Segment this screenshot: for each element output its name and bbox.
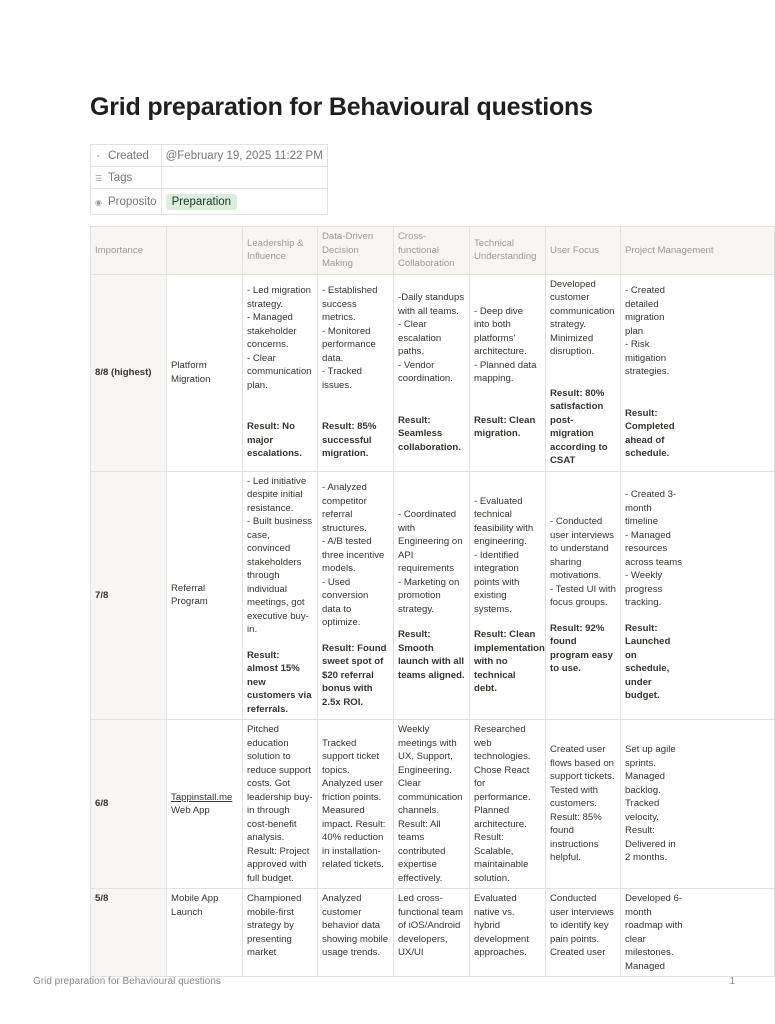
header-row [91, 227, 775, 275]
project-cell: Mobile App Launch [167, 889, 243, 977]
pm-cell: Developed 6-month roadmap with clear milestones. Managed [621, 889, 775, 977]
importance-cell: 5/8 [91, 889, 167, 977]
header-cross-functional: Cross-functional Collaboration [394, 227, 470, 275]
data-cell: - Established success metrics. - Monitored performance data. - Tracked issues. Result: 85% successful migration. [318, 274, 394, 471]
tech-result: Result: Clean implementation with no technical debt. [474, 629, 545, 695]
behavioural-grid-table [90, 226, 775, 977]
tags-value[interactable] [161, 167, 327, 189]
cross-result: Result: Seamless collaboration. [398, 414, 461, 453]
created-label: Created [108, 149, 149, 162]
project-cell: Tappinstall.me Web App [167, 720, 243, 889]
leadership-cell: - Led migration strategy. - Managed stakeholder concerns. - Clear communication plan. Result: No major escalations. [243, 274, 318, 471]
tech-cell: Researched web technologies. Chose React for performance. Planned architecture. Result: Scalable, maintainable solution. [470, 720, 546, 889]
properties-table [90, 144, 328, 215]
tech-cell: - Deep dive into both platforms' architecture. - Planned data mapping. Result: Clean migration. [470, 274, 546, 471]
purpose-badge[interactable]: Preparation [166, 194, 237, 210]
cross-cell: Weekly meetings with UX, Support, Engineering. Clear communication channels. Result: All teams contributed expertise effectively. [394, 720, 470, 889]
header-technical: Technical Understanding [470, 227, 546, 275]
header-importance: Importance [91, 227, 167, 275]
leadership-cell: Pitched education solution to reduce support costs. Got leadership buy-in through cost-benefit analysis. Result: Project approved with full budget. [243, 720, 318, 889]
grid-table-container [90, 226, 714, 972]
property-created [91, 145, 328, 167]
tags-label: Tags [108, 171, 133, 184]
data-cell: Analyzed customer behavior data showing mobile usage trends. [318, 889, 394, 977]
property-tags [91, 167, 328, 189]
list-icon: ☰ [95, 173, 103, 183]
cross-cell: Led cross-functional team of iOS/Android developers, UX/UI [394, 889, 470, 977]
user-cell: Conducted user interviews to identify key pain points. Created user [546, 889, 621, 977]
project-cell: Platform Migration [167, 274, 243, 471]
table-row [91, 274, 775, 471]
leadership-result: Result: No major escalations. [247, 421, 302, 460]
header-project-management: Project Management [621, 227, 775, 275]
page-number: 1 [729, 976, 735, 987]
header-data-driven: Data-Driven Decision Making [318, 227, 394, 275]
pm-cell: - Created 3-month timeline - Managed resources across teams - Weekly progress tracking. Result: Launched on schedule, under budget. [621, 471, 775, 720]
pm-result: Result: Launched on schedule, under budget. [625, 622, 671, 701]
leadership-cell: - Led initiative despite initial resistance. - Built business case, convinced stakeholders through individual meetings, got executive buy-in. Result: almost 15% new customers via referrals. [243, 471, 318, 720]
header-user-focus: User Focus [546, 227, 621, 275]
footer-title: Grid preparation for Behavioural questions [33, 976, 221, 987]
user-result: Result: 80% satisfaction post-migration according to CSAT [550, 387, 608, 466]
table-row [91, 889, 775, 977]
purpose-label: Proposito [108, 195, 157, 208]
data-result: Result: 85% successful migration. [322, 421, 377, 460]
clock-icon: ◔ [95, 151, 100, 161]
header-leadership: Leadership & Influence [243, 227, 318, 275]
project-cell: Referral Program [167, 471, 243, 720]
pm-result: Result: Completed ahead of schedule. [625, 407, 675, 460]
project-link[interactable]: Tappinstall.me [171, 791, 233, 803]
table-row [91, 471, 775, 720]
table-row [91, 720, 775, 889]
pm-cell: Set up agile sprints. Managed backlog. Tracked velocity. Result: Delivered in 2 months. [621, 720, 775, 889]
importance-cell: 6/8 [91, 720, 167, 889]
user-result: Result: 92% found program easy to use. [550, 622, 613, 674]
user-cell: Developed customer communication strategy. Minimized disruption. Result: 80% satisfaction post-migration according to CSAT [546, 274, 621, 471]
property-purpose [91, 189, 328, 215]
cross-result: Result: Smooth launch with all teams aligned. [398, 629, 465, 681]
page-title: Grid preparation for Behavioural questions [90, 93, 593, 121]
leadership-cell: Championed mobile-first strategy by presenting market [243, 889, 318, 977]
leadership-result: Result: almost 15% new customers via referrals. [247, 649, 312, 715]
data-result: Result: Found sweet spot of $20 referral bonus with 2.5x ROI. [322, 642, 387, 708]
cross-cell: - Coordinated with Engineering on API requirements - Marketing on promotion strategy. Result: Smooth launch with all teams aligned. [394, 471, 470, 720]
importance-cell: 7/8 [91, 471, 167, 720]
header-project [167, 227, 243, 275]
importance-cell: 8/8 (highest) [91, 274, 167, 471]
select-icon: ◉ [95, 197, 102, 207]
tech-cell: Evaluated native vs. hybrid development approaches. [470, 889, 546, 977]
tech-result: Result: Clean migration. [474, 414, 536, 439]
tech-cell: - Evaluated technical feasibility with engineering. - Identified integration points with existing systems. Result: Clean implementation with no technical debt. [470, 471, 546, 720]
created-value: @February 19, 2025 11:22 PM [161, 145, 327, 167]
pm-cell: - Created detailed migration plan - Risk mitigation strategies. Result: Completed ahead of schedule. [621, 274, 775, 471]
data-cell: - Analyzed competitor referral structures. - A/B tested three incentive models. - Used conversion data to optimize. Result: Found sweet spot of $20 referral bonus with 2.5x ROI. [318, 471, 394, 720]
user-cell: - Conducted user interviews to understand sharing motivations. - Tested UI with focus groups. Result: 92% found program easy to use. [546, 471, 621, 720]
user-cell: Created user flows based on support tickets. Tested with customers. Result: 85% found instructions helpful. [546, 720, 621, 889]
cross-cell: -Daily standups with all teams. - Clear escalation paths. - Vendor coordination. Result: Seamless collaboration. [394, 274, 470, 471]
data-cell: Tracked support ticket topics. Analyzed user friction points. Measured impact. Result: 40% reduction in installation-related tickets. [318, 720, 394, 889]
